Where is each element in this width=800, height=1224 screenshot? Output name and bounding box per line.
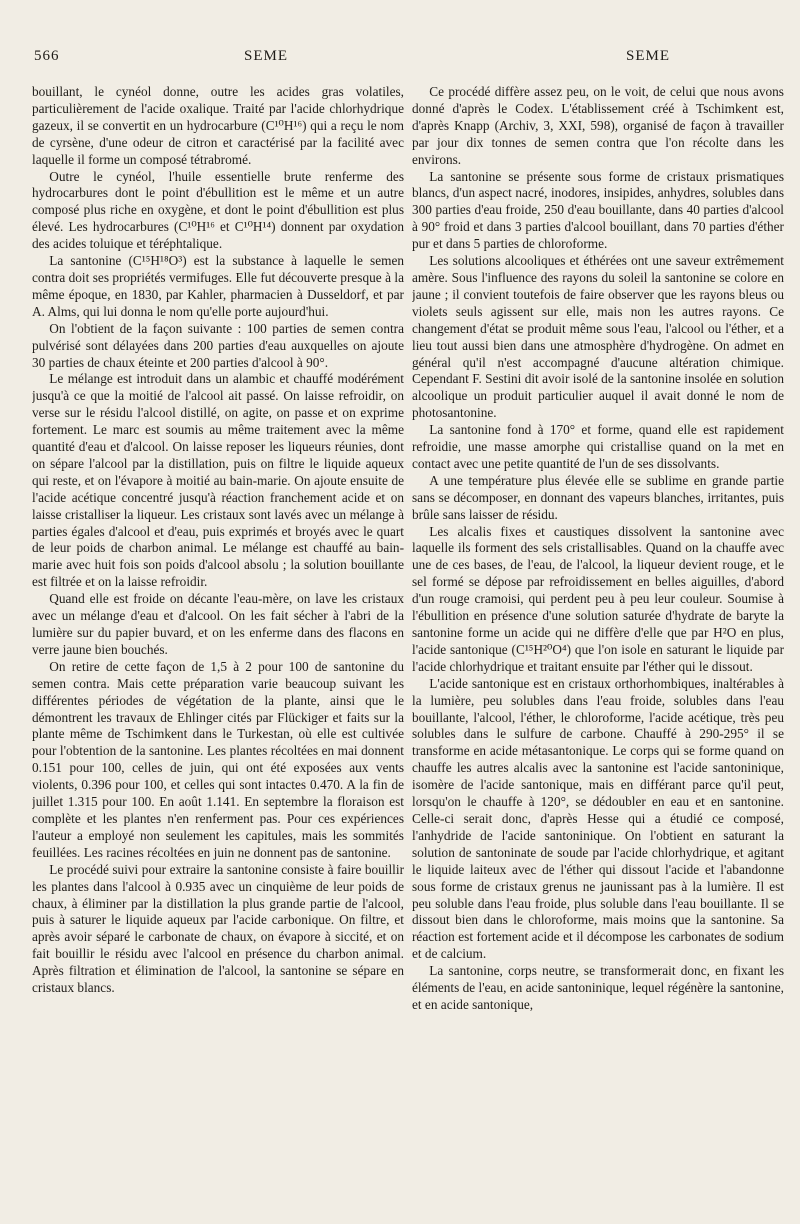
paragraph: On l'obtient de la façon suivante : 100 parties de semen contra pulvérisé sont délayées dans 200 parties d'eau auxquelles on ajoute 30 parties de chaux éteinte et 200 parties d'alcool à 90°. [32, 320, 404, 370]
paragraph: La santonine fond à 170° et forme, quand elle est rapidement refroidie, une masse amorphe qui cristallise quand on la met en contact avec une petite quantité de l'un de ses dissolvants. [412, 422, 784, 471]
paragraph: La santonine se présente sous forme de cristaux prismatiques blancs, d'un aspect nacré, inodores, insipides, anhydres, solubles dans 300 parties d'eau froide, 250 d'eau bouillante, dans 40 parties d'alcool à 90° froid et dans 3 parties d'alcool bouillant, dans 70 parties d'éther pur et dans 5 parties de chloroforme. [412, 168, 784, 252]
paragraph: Le procédé suivi pour extraire la santonine consiste à faire bouillir les plantes dans l'alcool à 0.935 avec un cinquième de leur poids de chaux, à éliminer par la distillation la plus grande partie de l'alcool, puis à saturer le liquide aqueux par l'acide carbonique. On filtre, et après avoir séparé le carbonate de chaux, on évapore à siccité, et on fait bouillir le résidu avec l'alcool en présence du charbon animal. Après filtration et élimination de l'alcool, la santonine se sépare en cristaux blancs. [32, 861, 404, 996]
paragraph: Les solutions alcooliques et éthérées ont une saveur extrêmement amère. Sous l'influence des rayons du soleil la santonine se colore en jaune ; il convient toutefois de faire observer que les rayons bleus ou violets seuls agissent sur elle, mais non les autres rayons. Ce changement d'état se produit même sous l'eau, l'alcool ou l'éther, et a lieu tout aussi bien dans une atmosphère d'hydrogène. On admet en général qu'il n'est accompagné d'aucune altération chimique. Cependant F. Sestini dit avoir isolé de la santonine insolée en solution alcoolique un produit particulier auquel il avait donné le nom de photosantonine. [412, 253, 784, 421]
left-running-title: SEME [244, 48, 289, 64]
paragraph: Les alcalis fixes et caustiques dissolvent la santonine avec laquelle ils forment des sels cristallisables. Quand on la chauffe avec une de ces bases, de l'eau, de l'alcool, la liqueur devient rouge, et le sel formé se dépose par refroidissement en belles aiguilles, d'abord d'un rouge cramoisi, qui perdent peu à peu leur couleur. Soumise à l'ébullition en présence d'une solution saturée d'hydrate de baryte la santonine forme un acide qui ne diffère d'elle que par H²O en plus, l'acide santonique (C¹⁵H²⁰O⁴) que l'on isole en saturant le liquide par l'acide chlorhydrique et traitant ensuite par l'éther qui le dissout. [412, 523, 784, 674]
paragraph: A une température plus élevée elle se sublime en grande partie sans se décomposer, en donnant des vapeurs blanches, irritantes, puis brûle sans laisser de résidu. [412, 472, 784, 522]
right-column [412, 84, 784, 1199]
paragraph: La santonine, corps neutre, se transformerait donc, en fixant les éléments de l'eau, en acide santoninique, lequel régénère la santonine, et en acide santonique, [412, 963, 784, 1012]
page-number: 566 [34, 48, 60, 64]
paragraph: L'acide santonique est en cristaux orthorhombiques, inaltérables à la lumière, peu solubles dans l'eau froide, solubles dans l'eau bouillante, l'alcool, l'éther, le chloroforme, l'acide acétique, très peu solubles dans le sulfure de carbone. Chauffé à 290-295° il se transforme en acide métasantonique. Le corps qui se forme quand on chauffe les autres alcalis avec la santonine est l'acide santoninique, isomère de l'acide santonique, mais en différant parce qu'il peut, lorsqu'on le chauffe à 120°, se dédoubler en eau et en santonine. Celle-ci serait donc, d'après Hesse qui a étudié ce composé, l'anhydride de l'acide santoninique. On l'obtient en saturant la solution de santoninate de soude par l'acide chlorhydrique, et agitant le liquide laiteux avec de l'éther qui dissout l'acide et l'abandonne sous forme de cristaux grenus ne jaunissant pas à la lumière. Il est peu soluble dans l'eau froide, plus soluble dans l'eau bouillante. Il se dissout bien dans le chloroforme, mais moins que la santonine. Sa réaction est fortement acide et il décompose les carbonates de sodium et de calcium. [412, 675, 784, 962]
paragraph: Le mélange est introduit dans un alambic et chauffé modérément jusqu'à ce que la moitié de l'alcool ait passé. On laisse refroidir, on verse sur le résidu l'alcool distillé, on agite, on passe et on exprime fortement. Le marc est soumis au même traitement avec la même quantité d'eau et d'alcool. On laisse reposer les liqueurs réunies, dont on sépare l'alcool par la distillation, puis on filtre le liquide aqueux qui reste, et on l'évapore à moitié au bain-marie. On ajoute ensuite de l'acide acétique concentré jusqu'à réaction franchement acide et on laisse cristalliser la liqueur. Les cristaux sont lavés avec un mélange à parties égales d'alcool et d'eau, puis exprimés et broyés avec le quart de leur poids de charbon animal. Le mélange est chauffé au bain-marie avec huit fois son poids d'alcool absolu ; la solution bouillante est filtrée et on la laisse refroidir. [32, 371, 404, 590]
left-column [32, 84, 404, 1199]
paragraph: On retire de cette façon de 1,5 à 2 pour 100 de santonine du semen contra. Mais cette préparation varie beaucoup suivant les différentes périodes de végétation de la plante, ainsi que le démontrent les travaux de Ehlinger cités par Flückiger et faits sur la plante même de Tschimkent dans le Turkestan, où elle est cultivée pour l'obtention de la santonine. Les plantes récoltées en mai donnent 0.151 pour 100, celles de juin, qui ont été exposées aux vents violents, 0.396 pour 100, et celles qui sont intactes 0.470. A la fin de juillet 1.315 pour 100. En août 1.141. En septembre la floraison est complète et les plantes n'en renferment pas. Pour ces expériences l'auteur a employé non seulement les capitules, mais les sommités feuillées. Les racines récoltées en juin ne donnent pas de santonine. [32, 658, 404, 860]
paragraph: Outre le cynéol, l'huile essentielle brute renferme des hydrocarbures dont le point d'ébullition est le même et un autre composé plus riche en oxygène, et dont le point d'ébullition est plus élevé. Les hydrocarbures (C¹⁰H¹⁶ et C¹⁰H¹⁴) donnent par oxydation des acides toluique et téréphtalique. [32, 168, 404, 252]
paragraph: Quand elle est froide on décante l'eau-mère, on lave les cristaux avec un mélange d'eau et d'alcool. On les fait sécher à l'abri de la lumière sur du papier buvard, et on les enferme dans des flacons en verre jaune bien bouchés. [32, 591, 404, 657]
right-running-title: SEME [626, 48, 671, 64]
paragraph: bouillant, le cynéol donne, outre les acides gras volatiles, particulièrement de l'acide oxalique. Traité par l'acide chlorhydrique gazeux, il se convertit en un hydrocarbure (C¹⁰H¹⁶) qui a reçu le nom de cyrsène, d'une odeur de citron et caractérisé par la facilité avec laquelle il forme un composé tétrabromé. [32, 84, 404, 167]
paragraph: Ce procédé diffère assez peu, on le voit, de celui que nous avons donné d'après le Codex. L'établissement créé à Tschimkent est, d'après Knapp (Archiv, 3, XXI, 598), organisé de façon à travailler par jour dix tonnes de semen contra que l'on récolte dans les environs. [412, 84, 784, 167]
paragraph: La santonine (C¹⁵H¹⁸O³) est la substance à laquelle le semen contra doit ses propriétés vermifuges. Elle fut découverte presque à la même époque, en 1830, par Kahler, pharmacien à Dusseldorf, et par A. Alms, qui lui donna le nom qu'elle porte aujourd'hui. [32, 253, 404, 319]
running-header [34, 48, 766, 70]
